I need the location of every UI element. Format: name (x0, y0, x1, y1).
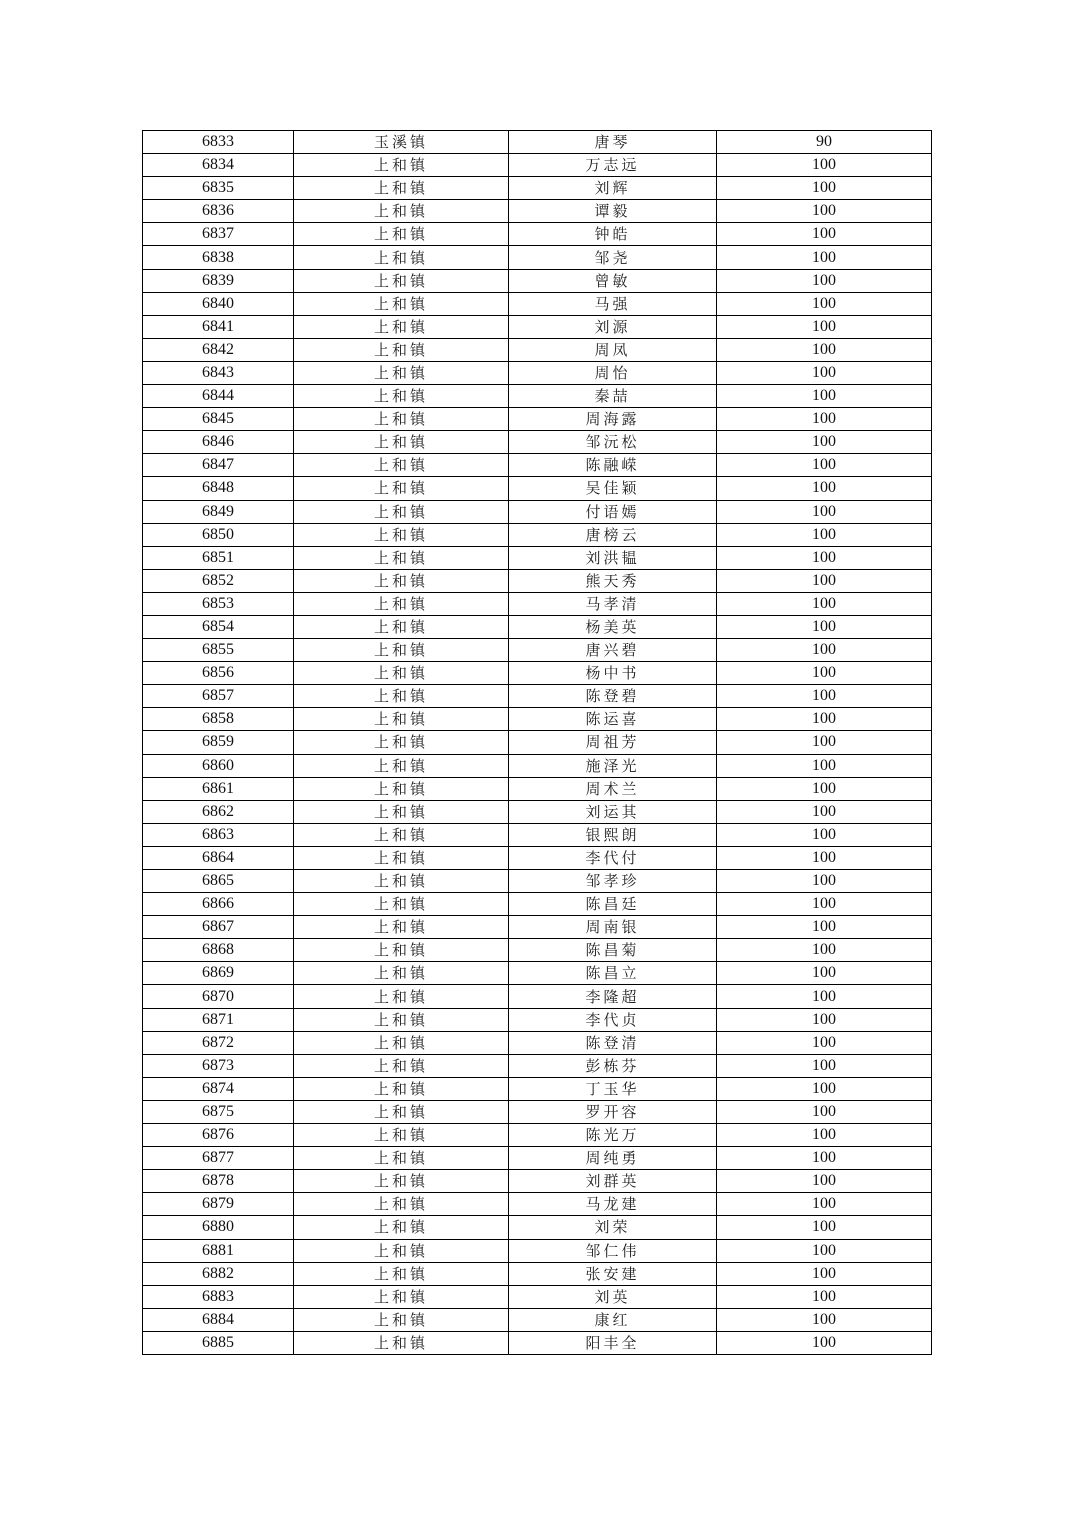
score-cell: 100 (717, 1170, 932, 1193)
table-row (143, 639, 932, 662)
row-number-cell: 6865 (143, 870, 294, 893)
person-name-cell: 李代贞 (509, 1008, 717, 1031)
row-number-cell: 6880 (143, 1216, 294, 1239)
row-number-cell: 6882 (143, 1262, 294, 1285)
town-cell: 上和镇 (294, 777, 509, 800)
score-cell: 100 (717, 177, 932, 200)
score-cell: 100 (717, 1031, 932, 1054)
score-cell: 100 (717, 1216, 932, 1239)
row-number-cell: 6848 (143, 477, 294, 500)
row-number-cell: 6861 (143, 777, 294, 800)
row-number-cell: 6872 (143, 1031, 294, 1054)
person-name-cell: 陈昌菊 (509, 939, 717, 962)
table-row (143, 777, 932, 800)
person-name-cell: 陈光万 (509, 1124, 717, 1147)
town-cell: 上和镇 (294, 1008, 509, 1031)
person-name-cell: 刘英 (509, 1285, 717, 1308)
score-cell: 100 (717, 454, 932, 477)
row-number-cell: 6866 (143, 893, 294, 916)
score-cell: 100 (717, 939, 932, 962)
town-cell: 上和镇 (294, 916, 509, 939)
score-cell: 100 (717, 846, 932, 869)
table-row (143, 477, 932, 500)
score-cell: 100 (717, 1147, 932, 1170)
row-number-cell: 6849 (143, 500, 294, 523)
table-row (143, 1239, 932, 1262)
row-number-cell: 6837 (143, 223, 294, 246)
town-cell: 上和镇 (294, 1100, 509, 1123)
person-name-cell: 银熙朗 (509, 823, 717, 846)
table-row (143, 893, 932, 916)
score-cell: 100 (717, 246, 932, 269)
person-name-cell: 李隆超 (509, 985, 717, 1008)
table-row (143, 1331, 932, 1354)
score-cell: 100 (717, 962, 932, 985)
town-cell: 上和镇 (294, 846, 509, 869)
row-number-cell: 6877 (143, 1147, 294, 1170)
score-cell: 100 (717, 708, 932, 731)
table-row (143, 500, 932, 523)
person-name-cell: 唐榜云 (509, 523, 717, 546)
table-row (143, 546, 932, 569)
table-row (143, 292, 932, 315)
town-cell: 上和镇 (294, 1054, 509, 1077)
person-name-cell: 刘运其 (509, 800, 717, 823)
town-cell: 上和镇 (294, 1193, 509, 1216)
table-row (143, 962, 932, 985)
table-row (143, 1008, 932, 1031)
town-cell: 上和镇 (294, 177, 509, 200)
row-number-cell: 6846 (143, 431, 294, 454)
person-name-cell: 彭栋芬 (509, 1054, 717, 1077)
town-cell: 上和镇 (294, 1262, 509, 1285)
person-name-cell: 周祖芳 (509, 731, 717, 754)
town-cell: 上和镇 (294, 154, 509, 177)
town-cell: 上和镇 (294, 615, 509, 638)
town-cell: 上和镇 (294, 939, 509, 962)
score-cell: 100 (717, 1008, 932, 1031)
table-row (143, 431, 932, 454)
table-row (143, 1077, 932, 1100)
person-name-cell: 秦喆 (509, 385, 717, 408)
person-name-cell: 周术兰 (509, 777, 717, 800)
person-name-cell: 熊天秀 (509, 569, 717, 592)
table-row (143, 223, 932, 246)
person-name-cell: 刘荣 (509, 1216, 717, 1239)
person-name-cell: 丁玉华 (509, 1077, 717, 1100)
town-cell: 上和镇 (294, 754, 509, 777)
town-cell: 上和镇 (294, 1124, 509, 1147)
table-row (143, 154, 932, 177)
score-cell: 100 (717, 523, 932, 546)
score-cell: 100 (717, 338, 932, 361)
row-number-cell: 6858 (143, 708, 294, 731)
person-name-cell: 周纯勇 (509, 1147, 717, 1170)
score-cell: 100 (717, 823, 932, 846)
table-row (143, 823, 932, 846)
score-cell: 100 (717, 361, 932, 384)
table-row (143, 685, 932, 708)
row-number-cell: 6833 (143, 131, 294, 154)
table-row (143, 615, 932, 638)
town-cell: 上和镇 (294, 546, 509, 569)
row-number-cell: 6841 (143, 315, 294, 338)
table-row (143, 361, 932, 384)
town-cell: 上和镇 (294, 823, 509, 846)
table-row (143, 1216, 932, 1239)
score-cell: 100 (717, 916, 932, 939)
person-name-cell: 刘辉 (509, 177, 717, 200)
person-name-cell: 唐兴碧 (509, 639, 717, 662)
table-row (143, 1308, 932, 1331)
score-cell: 100 (717, 893, 932, 916)
table-row (143, 1170, 932, 1193)
row-number-cell: 6856 (143, 662, 294, 685)
table-row (143, 985, 932, 1008)
table-row (143, 1031, 932, 1054)
table-row (143, 662, 932, 685)
town-cell: 上和镇 (294, 246, 509, 269)
town-cell: 上和镇 (294, 893, 509, 916)
row-number-cell: 6854 (143, 615, 294, 638)
town-cell: 上和镇 (294, 569, 509, 592)
table-row (143, 846, 932, 869)
records-table (142, 130, 932, 1355)
table-row (143, 1193, 932, 1216)
person-name-cell: 陈融嵘 (509, 454, 717, 477)
table-row (143, 754, 932, 777)
score-cell: 100 (717, 200, 932, 223)
person-name-cell: 陈运喜 (509, 708, 717, 731)
person-name-cell: 阳丰全 (509, 1331, 717, 1354)
table-row (143, 338, 932, 361)
town-cell: 上和镇 (294, 1308, 509, 1331)
row-number-cell: 6863 (143, 823, 294, 846)
score-cell: 100 (717, 870, 932, 893)
town-cell: 上和镇 (294, 870, 509, 893)
table-row (143, 131, 932, 154)
table-row (143, 1124, 932, 1147)
town-cell: 上和镇 (294, 269, 509, 292)
score-cell: 100 (717, 615, 932, 638)
row-number-cell: 6874 (143, 1077, 294, 1100)
row-number-cell: 6843 (143, 361, 294, 384)
town-cell: 上和镇 (294, 1170, 509, 1193)
town-cell: 上和镇 (294, 592, 509, 615)
score-cell: 100 (717, 408, 932, 431)
person-name-cell: 曾敏 (509, 269, 717, 292)
score-cell: 100 (717, 1262, 932, 1285)
row-number-cell: 6862 (143, 800, 294, 823)
person-name-cell: 钟皓 (509, 223, 717, 246)
score-cell: 100 (717, 1100, 932, 1123)
row-number-cell: 6850 (143, 523, 294, 546)
person-name-cell: 李代付 (509, 846, 717, 869)
person-name-cell: 陈昌廷 (509, 893, 717, 916)
town-cell: 上和镇 (294, 223, 509, 246)
row-number-cell: 6840 (143, 292, 294, 315)
town-cell: 上和镇 (294, 431, 509, 454)
table-row (143, 269, 932, 292)
person-name-cell: 万志远 (509, 154, 717, 177)
score-cell: 100 (717, 800, 932, 823)
table-row (143, 1285, 932, 1308)
person-name-cell: 刘源 (509, 315, 717, 338)
row-number-cell: 6869 (143, 962, 294, 985)
town-cell: 上和镇 (294, 1147, 509, 1170)
score-cell: 100 (717, 639, 932, 662)
town-cell: 上和镇 (294, 708, 509, 731)
score-cell: 100 (717, 1331, 932, 1354)
score-cell: 100 (717, 985, 932, 1008)
town-cell: 上和镇 (294, 1331, 509, 1354)
town-cell: 上和镇 (294, 731, 509, 754)
town-cell: 上和镇 (294, 338, 509, 361)
row-number-cell: 6836 (143, 200, 294, 223)
score-cell: 100 (717, 1193, 932, 1216)
person-name-cell: 付语嫣 (509, 500, 717, 523)
table-row (143, 523, 932, 546)
score-cell: 100 (717, 685, 932, 708)
row-number-cell: 6881 (143, 1239, 294, 1262)
person-name-cell: 施泽光 (509, 754, 717, 777)
row-number-cell: 6864 (143, 846, 294, 869)
town-cell: 上和镇 (294, 454, 509, 477)
row-number-cell: 6839 (143, 269, 294, 292)
person-name-cell: 刘洪韫 (509, 546, 717, 569)
row-number-cell: 6867 (143, 916, 294, 939)
town-cell: 上和镇 (294, 1285, 509, 1308)
town-cell: 上和镇 (294, 662, 509, 685)
row-number-cell: 6855 (143, 639, 294, 662)
score-cell: 100 (717, 1054, 932, 1077)
score-cell: 100 (717, 1124, 932, 1147)
person-name-cell: 陈登碧 (509, 685, 717, 708)
table-row (143, 315, 932, 338)
town-cell: 上和镇 (294, 361, 509, 384)
table-row (143, 246, 932, 269)
row-number-cell: 6885 (143, 1331, 294, 1354)
table-row (143, 1262, 932, 1285)
row-number-cell: 6844 (143, 385, 294, 408)
town-cell: 上和镇 (294, 1077, 509, 1100)
person-name-cell: 罗开容 (509, 1100, 717, 1123)
score-cell: 100 (717, 754, 932, 777)
table-row (143, 731, 932, 754)
table-row (143, 177, 932, 200)
row-number-cell: 6835 (143, 177, 294, 200)
row-number-cell: 6834 (143, 154, 294, 177)
row-number-cell: 6870 (143, 985, 294, 1008)
town-cell: 上和镇 (294, 1216, 509, 1239)
table-row (143, 870, 932, 893)
person-name-cell: 邹沅松 (509, 431, 717, 454)
town-cell: 上和镇 (294, 315, 509, 338)
score-cell: 100 (717, 477, 932, 500)
row-number-cell: 6875 (143, 1100, 294, 1123)
score-cell: 100 (717, 154, 932, 177)
table-row (143, 569, 932, 592)
score-cell: 100 (717, 662, 932, 685)
score-cell: 100 (717, 269, 932, 292)
score-cell: 100 (717, 1239, 932, 1262)
row-number-cell: 6859 (143, 731, 294, 754)
person-name-cell: 马强 (509, 292, 717, 315)
person-name-cell: 杨美英 (509, 615, 717, 638)
person-name-cell: 谭毅 (509, 200, 717, 223)
town-cell: 上和镇 (294, 1239, 509, 1262)
row-number-cell: 6853 (143, 592, 294, 615)
town-cell: 玉溪镇 (294, 131, 509, 154)
person-name-cell: 康红 (509, 1308, 717, 1331)
person-name-cell: 周海露 (509, 408, 717, 431)
town-cell: 上和镇 (294, 639, 509, 662)
row-number-cell: 6873 (143, 1054, 294, 1077)
table-row (143, 385, 932, 408)
table-row (143, 916, 932, 939)
town-cell: 上和镇 (294, 200, 509, 223)
town-cell: 上和镇 (294, 500, 509, 523)
score-cell: 100 (717, 292, 932, 315)
person-name-cell: 陈昌立 (509, 962, 717, 985)
row-number-cell: 6852 (143, 569, 294, 592)
score-cell: 100 (717, 777, 932, 800)
row-number-cell: 6879 (143, 1193, 294, 1216)
town-cell: 上和镇 (294, 1031, 509, 1054)
row-number-cell: 6842 (143, 338, 294, 361)
town-cell: 上和镇 (294, 523, 509, 546)
person-name-cell: 杨中书 (509, 662, 717, 685)
person-name-cell: 唐琴 (509, 131, 717, 154)
row-number-cell: 6851 (143, 546, 294, 569)
score-cell: 100 (717, 731, 932, 754)
row-number-cell: 6878 (143, 1170, 294, 1193)
town-cell: 上和镇 (294, 962, 509, 985)
person-name-cell: 马龙建 (509, 1193, 717, 1216)
table-row (143, 200, 932, 223)
score-cell: 100 (717, 1308, 932, 1331)
person-name-cell: 陈登清 (509, 1031, 717, 1054)
row-number-cell: 6871 (143, 1008, 294, 1031)
score-cell: 100 (717, 1285, 932, 1308)
person-name-cell: 刘群英 (509, 1170, 717, 1193)
town-cell: 上和镇 (294, 685, 509, 708)
table-row (143, 454, 932, 477)
score-cell: 100 (717, 500, 932, 523)
row-number-cell: 6838 (143, 246, 294, 269)
table-row (143, 1054, 932, 1077)
town-cell: 上和镇 (294, 385, 509, 408)
score-cell: 100 (717, 592, 932, 615)
table-row (143, 1147, 932, 1170)
person-name-cell: 邹尧 (509, 246, 717, 269)
score-cell: 100 (717, 385, 932, 408)
score-cell: 100 (717, 431, 932, 454)
score-cell: 90 (717, 131, 932, 154)
person-name-cell: 周怡 (509, 361, 717, 384)
score-cell: 100 (717, 569, 932, 592)
town-cell: 上和镇 (294, 292, 509, 315)
person-name-cell: 周南银 (509, 916, 717, 939)
row-number-cell: 6883 (143, 1285, 294, 1308)
row-number-cell: 6876 (143, 1124, 294, 1147)
row-number-cell: 6845 (143, 408, 294, 431)
town-cell: 上和镇 (294, 985, 509, 1008)
table-row (143, 592, 932, 615)
row-number-cell: 6868 (143, 939, 294, 962)
town-cell: 上和镇 (294, 800, 509, 823)
score-cell: 100 (717, 546, 932, 569)
row-number-cell: 6857 (143, 685, 294, 708)
table-row (143, 939, 932, 962)
table-row (143, 708, 932, 731)
score-cell: 100 (717, 315, 932, 338)
person-name-cell: 马孝清 (509, 592, 717, 615)
score-cell: 100 (717, 223, 932, 246)
person-name-cell: 邹孝珍 (509, 870, 717, 893)
town-cell: 上和镇 (294, 477, 509, 500)
table-row (143, 408, 932, 431)
person-name-cell: 邹仁伟 (509, 1239, 717, 1262)
row-number-cell: 6847 (143, 454, 294, 477)
person-name-cell: 吴佳颖 (509, 477, 717, 500)
records-table-body (143, 131, 932, 1355)
person-name-cell: 张安建 (509, 1262, 717, 1285)
person-name-cell: 周凤 (509, 338, 717, 361)
score-cell: 100 (717, 1077, 932, 1100)
town-cell: 上和镇 (294, 408, 509, 431)
table-row (143, 1100, 932, 1123)
row-number-cell: 6860 (143, 754, 294, 777)
row-number-cell: 6884 (143, 1308, 294, 1331)
table-row (143, 800, 932, 823)
